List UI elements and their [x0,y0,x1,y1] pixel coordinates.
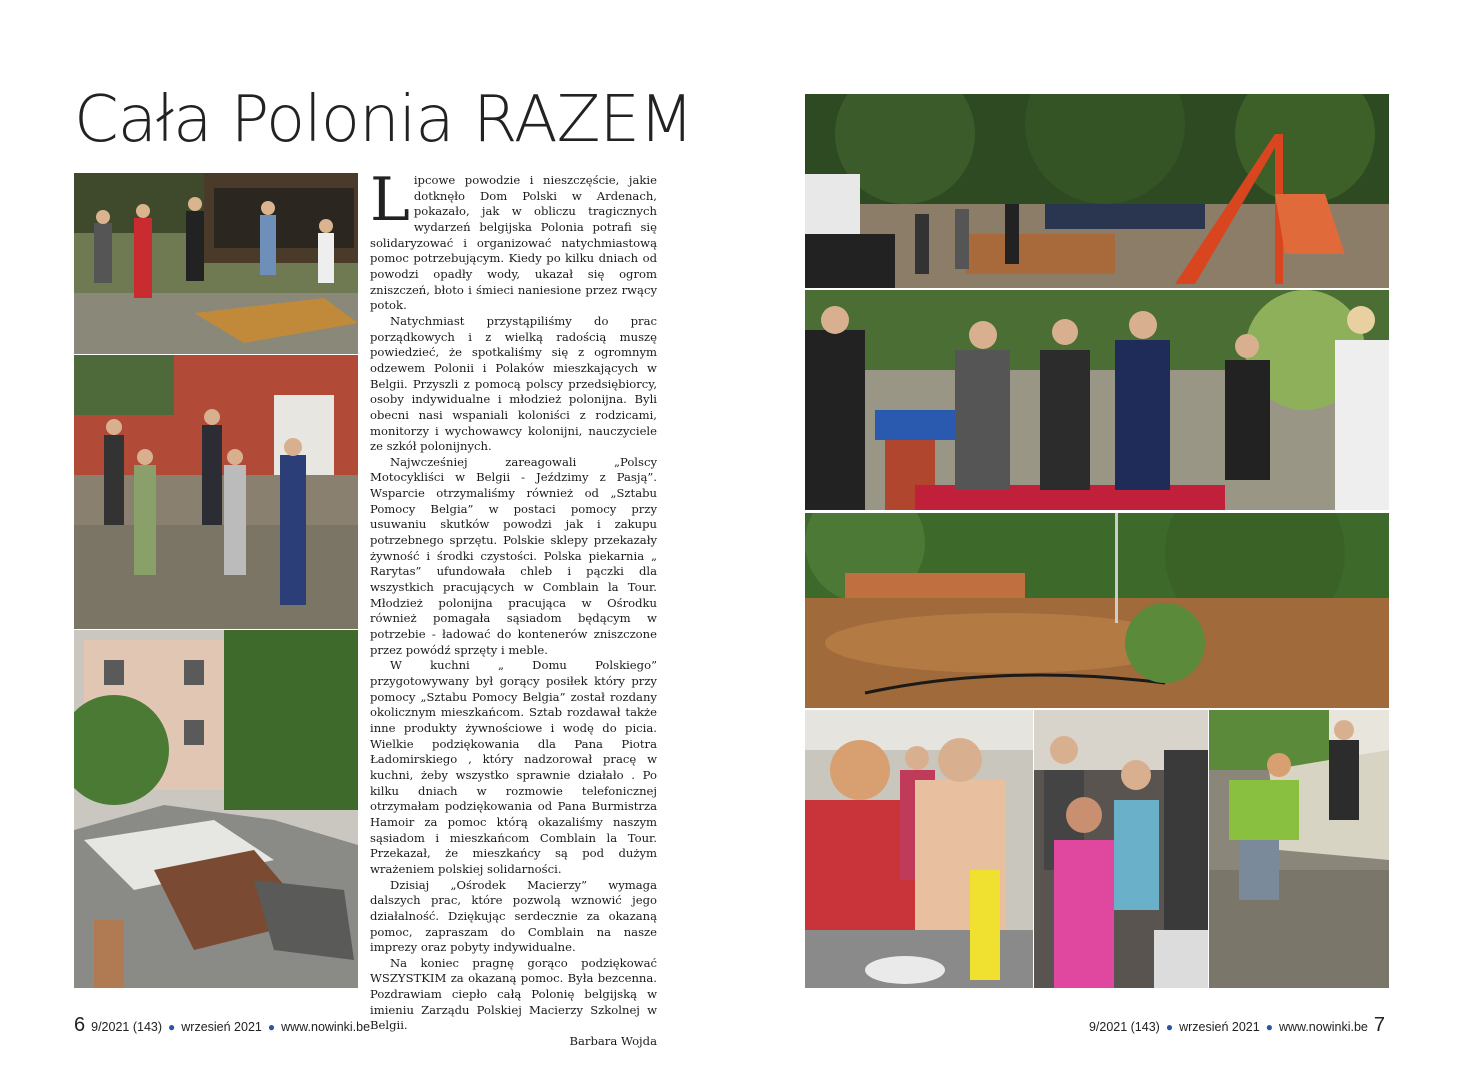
article-title: Cała Polonia RAZEM [74,83,694,157]
issue-number: 9/2021 (143) [1088,1020,1160,1034]
article-paragraph-3: Najwcześniej zareagowali „Polscy Motocykliści w Belgii - Jeździmy z Pasją”. Wsparcie otrzymaliśmy również od „Sztabu Pomocy Belgia” w postaci pomocy przy usuwaniu skutków powodzi jak i zakupu potrzebnego sprzętu. Polskie sklepy przekazały żywność i środki czystości. Polska piekarnia „ Rarytas” ufundowała chleb i pączki dla wszystkich pracujących w Comblain la Tour. Młodzież polonijna pracująca w Ośrodku również pomagała sąsiadom będącym w potrzebie - ładować do kontenerów zniszczone przez powódź sprzęty i meble. [370,454,657,657]
right-footer [1089,1014,1385,1037]
flooded-garden-photo [805,513,1389,708]
page-number-right: 7 [1373,1014,1385,1036]
bullet-icon: ● [267,1020,276,1034]
playground-cleanup-photo [805,94,1389,288]
left-page [0,0,730,1081]
article-body [370,165,657,1050]
issue-month: wrzesień 2021 [1179,1020,1260,1034]
girls-kitchen-photo [1034,710,1208,988]
article-paragraph-6: Na koniec pragnę gorąco podziękować WSZYSTKIM za okazaną pomoc. Była bezcenna. Pozdrawiam ciepło całą Polonię belgijską w imieniu Zarządu Polskiej Macierzy Szkolnej w Belgii. [370,955,657,1033]
bullet-icon: ● [1165,1020,1174,1034]
washing-board-photo [1209,710,1389,988]
volunteers-group-photo [74,173,358,354]
volunteers-talking-photo [805,290,1389,510]
article-paragraph-4: W kuchni „ Domu Polskiego” przygotowywany był gorący posiłek który przy pomocy „Sztabu Pomocy Belgia” został rozdany okolicznym mieszkańcom. Sztab rozdawał także inne produkty żywnościowe i wodę do picia. Wielkie podziękowania dla Pana Piotra Ładomirskiego , który nadzorował pracę w kuchni, żeby wszystko sprawnie działało . Po kilku dniach w rozmowie telefonicznej otrzymałam podziękowania od Pana Burmistrza Hamoir za pomoc którą okazaliśmy naszym sąsiadom i mieszkańcom Comblain la Tour. Przekazał, że mieszkańcy są pod dużym wrażeniem polskiej solidarności. [370,658,657,876]
flood-debris-photo [74,630,358,988]
article-author: Barbara Wojda [569,1034,657,1049]
article-paragraph-1: Lipcowe powodzie i nieszczęście, jakie dotknęło Dom Polski w Ardenach, pokazało, jak w obliczu tragicznych wydarzeń belgijska Polonia potrafi się solidaryzować i organizować natychmiastową pomoc potrzebującym. Kiedy po kilku dniach od powodzi opadły wody, ukazał się ogrom zniszczeń, błoto i śmieci naniesione przez rwący potok. [370,165,657,313]
issue-month: wrzesień 2021 [181,1020,262,1034]
kitchen-photo [805,710,1033,988]
workers-courtyard-photo [74,355,358,629]
article-paragraph-5: Dzisiaj „Ośrodek Macierzy” wymaga dalszych prac, które pozwolą wznowić jego działalność. Dziękując serdecznie za okazaną pomoc, zapraszam do Comblain na nasze imprezy oraz pobyty indywidualne. [370,877,657,955]
page-number-left: 6 [74,1014,86,1036]
issue-number: 9/2021 (143) [91,1020,163,1034]
bullet-icon: ● [1265,1020,1273,1034]
website-link[interactable]: www.nowinki.be [281,1020,371,1034]
left-footer [74,1014,370,1037]
right-page [730,0,1461,1081]
article-paragraph-2: Natychmiast przystąpiliśmy do prac porządkowych i z wielką radością muszę powiedzieć, że spotkaliśmy się z ogromnym odzewem Polonii i Polaków mieszkających w Belgii. Przyszli z pomocą polscy przedsiębiorcy, osoby indywidualne i młodzież polonijna. Byli obecni nasi wspaniali koloniści z rodzicami, monitorzy i wychowawcy kolonijni, nauczyciele ze szkół polonijnych. [370,313,657,454]
drop-cap: L [370,165,410,235]
website-link[interactable]: www.nowinki.be [1278,1020,1368,1034]
bullet-icon: ● [168,1020,176,1034]
